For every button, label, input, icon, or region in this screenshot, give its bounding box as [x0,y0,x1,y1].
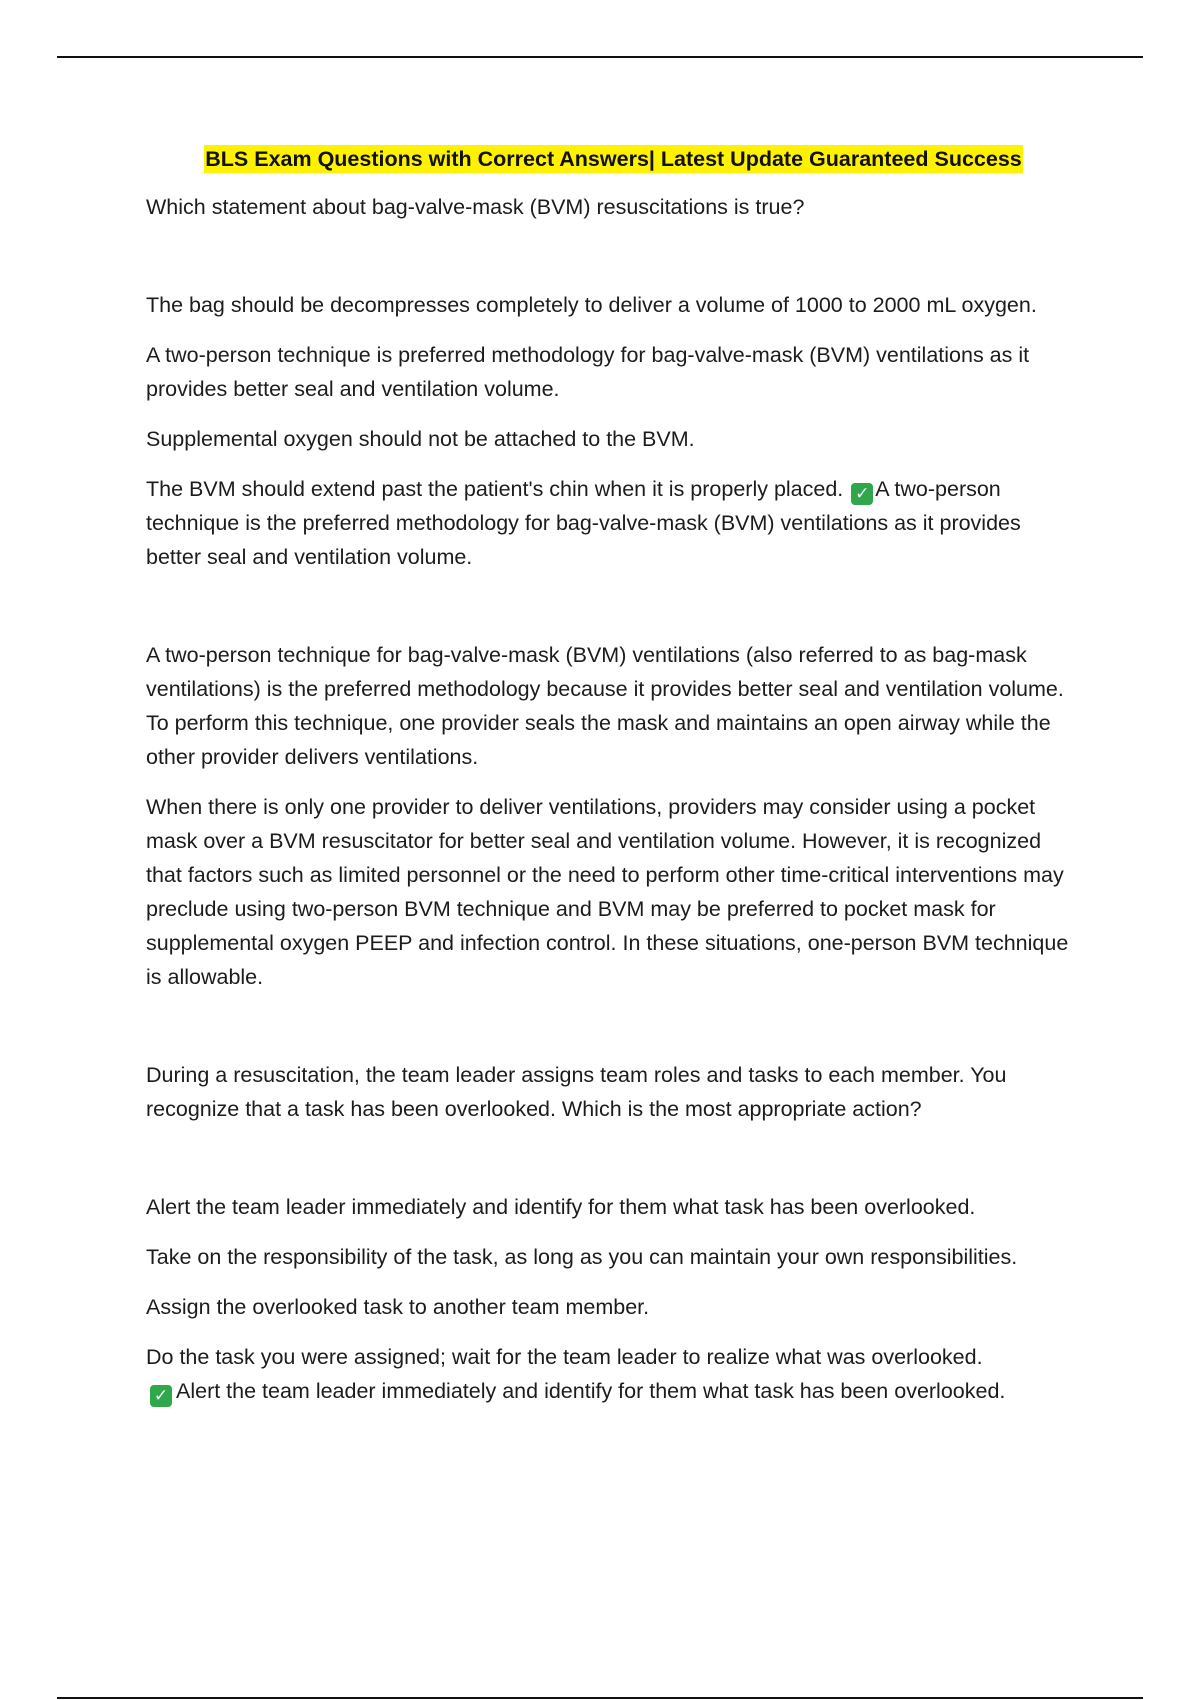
q1-option-4-with-answer [146,472,1081,574]
document-title: BLS Exam Questions with Correct Answers| Latest Update Guaranteed Success [205,147,1022,171]
header-rule [57,56,1143,58]
q1-option-4: The BVM should extend past the patient's chin when it is properly placed. [146,477,844,501]
q2-option-2: Take on the responsibility of the task, as long as you can maintain your own responsibilities. [146,1245,1018,1269]
check-mark-icon: ✓ [851,483,873,505]
q1-explanation-2: When there is only one provider to deliver ventilations, providers may consider using a pocket mask over a BVM resuscitator for better seal and ventilation volume. However, it is recognized that factors such as limited personnel or the need to perform other time-critical interventions may preclude using two-person BVM technique and BVM may be preferred to pocket mask for supplemental oxygen PEEP and infection control. In these situations, one-person BVM technique is allowable. [146,795,1069,989]
document-body [146,142,1081,1408]
question-1: Which statement about bag-valve-mask (BVM) resuscitations is true? [146,195,805,219]
title-block [146,142,1081,176]
q2-answer-line [146,1374,1081,1408]
q1-explanation-1: A two-person technique for bag-valve-mask (BVM) ventilations (also referred to as bag-mask ventilations) is the preferred methodology because it provides better seal and ventilation volume. To perform this technique, one provider seals the mask and maintains an open airway while the other provider delivers ventilations. [146,643,1064,769]
check-mark-icon: ✓ [150,1385,172,1407]
question-2: During a resuscitation, the team leader assigns team roles and tasks to each member. You recognize that a task has been overlooked. Which is the most appropriate action? [146,1063,1007,1121]
q2-option-4: Do the task you were assigned; wait for the team leader to realize what was overlooked. [146,1345,983,1369]
q2-answer: Alert the team leader immediately and identify for them what task has been overlooked. [176,1379,1006,1403]
q1-option-1: The bag should be decompresses completely to deliver a volume of 1000 to 2000 mL oxygen. [146,293,1037,317]
q2-option-3: Assign the overlooked task to another team member. [146,1295,650,1319]
q1-answer: A two-person technique is the preferred methodology for bag-valve-mask (BVM) ventilations as it provides better seal and ventilation volume. [146,477,1021,569]
q2-option-1: Alert the team leader immediately and identify for them what task has been overlooked. [146,1195,976,1219]
q1-option-3: Supplemental oxygen should not be attached to the BVM. [146,427,695,451]
q1-option-2: A two-person technique is preferred methodology for bag-valve-mask (BVM) ventilations as it provides better seal and ventilation volume. [146,343,1030,401]
footer-rule [57,1697,1143,1699]
